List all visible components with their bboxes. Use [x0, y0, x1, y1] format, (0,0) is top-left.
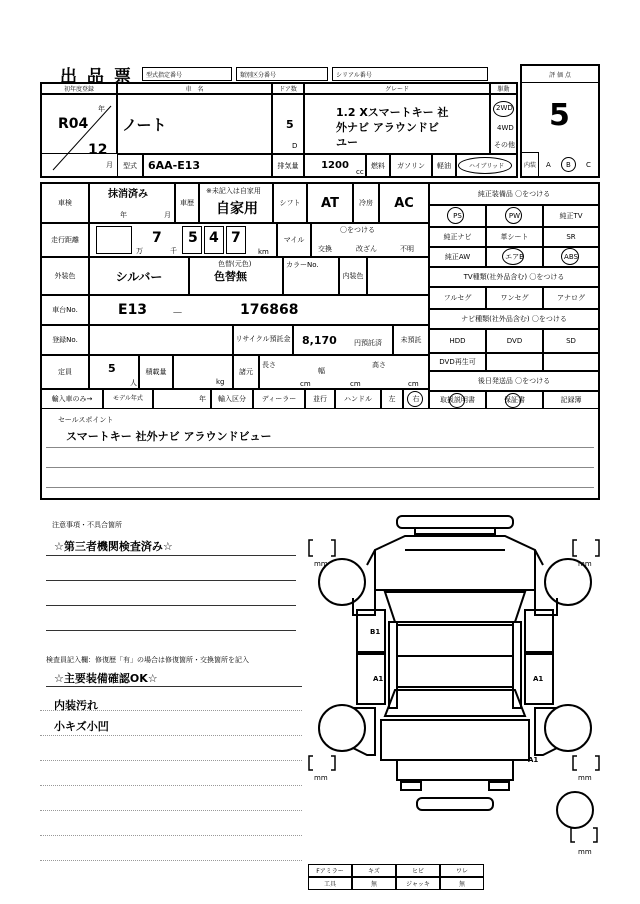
- displacement-value: 1200: [321, 160, 349, 171]
- inspector-line-0: ☆主要装備確認OK☆: [54, 672, 158, 685]
- load-label: 積載量: [145, 368, 167, 376]
- chassis-label-cell: [41, 295, 89, 325]
- inspection-month: 月: [164, 211, 171, 219]
- odometer-exchange: 交換: [318, 245, 332, 253]
- drive-2wd: 2WD: [496, 104, 513, 112]
- mile-label: マイル: [283, 236, 305, 244]
- chassis-dash: －: [172, 306, 183, 319]
- drive-label: 駆動: [490, 83, 517, 94]
- inspector-line-2: 小キズ小凹: [54, 720, 109, 733]
- recycle-value: 8,170: [302, 334, 337, 347]
- length-label: 長さ: [262, 361, 276, 369]
- dims-label-cell: [233, 355, 259, 389]
- reg-no-cell: [89, 325, 233, 355]
- caution-line-2: [46, 580, 296, 581]
- handle-left-cell: [381, 389, 403, 409]
- ac-label: 冷房: [359, 199, 373, 207]
- dims-cell: [259, 355, 429, 389]
- bt-r1c3: ヒビ: [396, 864, 440, 877]
- doors-value: 5: [286, 118, 294, 131]
- damage-mark-roof: B1: [370, 628, 381, 636]
- handle-label-cell: [335, 389, 381, 409]
- usage-label: 車歴: [180, 199, 194, 207]
- shift-label-cell: [273, 183, 307, 223]
- inspector-label: 検査員記入欄：修復歴「有」の場合は修復箇所・交換箇所を記入: [46, 656, 249, 664]
- load-unit: kg: [216, 378, 225, 386]
- reg-no-label-cell: [41, 325, 89, 355]
- mileage-digit-1: 5: [188, 230, 198, 246]
- parallel-option: 並行: [313, 395, 327, 403]
- inspector-rule-2: [40, 710, 302, 711]
- width-unit: cm: [350, 380, 361, 388]
- model-year-label-cell: [103, 389, 153, 409]
- dealer-option: ディーラー: [261, 395, 297, 403]
- inspection-label: 車検: [58, 199, 72, 207]
- caution-line-1: [46, 555, 296, 556]
- inspector-rule-8: [40, 860, 302, 861]
- mile-label-cell: [277, 223, 311, 257]
- sales-line-1: [46, 447, 594, 448]
- import-label: 輸入車のみ→: [51, 395, 93, 403]
- mileage-digit-2: 4: [209, 230, 219, 246]
- recycle-unpaid-cell: [393, 325, 429, 355]
- capacity-unit: 人: [130, 379, 137, 387]
- score-label: 評 価 点: [521, 65, 599, 83]
- category-code-label: 類別区分番号: [236, 67, 328, 81]
- navi-extra-blank-1: [486, 353, 543, 371]
- equip-pw: PW: [508, 212, 521, 220]
- inspection-year: 年: [120, 211, 127, 219]
- reg-no-label: 登録No.: [52, 336, 78, 344]
- color-label: 外装色: [54, 272, 76, 280]
- grade-line-1: 1.2 Xスマートキー 社: [336, 106, 449, 119]
- sales-line-3: [46, 487, 594, 488]
- mileage-digit-box-0: [96, 226, 132, 254]
- navi-dvd: DVD: [506, 337, 523, 345]
- sales-line-2: [46, 467, 594, 468]
- displacement-unit: cc: [356, 168, 364, 176]
- tv-oneseg: ワンセグ: [500, 294, 529, 302]
- mm-label-2: mm: [578, 560, 592, 568]
- shift-label: シフト: [279, 199, 301, 207]
- inspector-rule-4: [40, 760, 302, 761]
- type-label: 型式: [123, 161, 137, 170]
- equip-r1c3: [543, 205, 599, 227]
- interior-color-label: 内装色: [342, 272, 364, 280]
- later-title: 後日発送品 〇をつける: [429, 371, 599, 391]
- equip-leather: 革シート: [500, 233, 529, 241]
- bt-r2c3: ジャッキ: [396, 877, 440, 890]
- caution-line-3: [46, 605, 296, 606]
- type-value-cell: [143, 154, 272, 177]
- mm-label-4: mm: [578, 774, 592, 782]
- inspection-label-cell: [41, 183, 89, 223]
- navi-opt-3: [543, 329, 599, 353]
- odometer-circle-note: 〇をつける: [340, 226, 375, 234]
- equip-airbag: エアB: [505, 253, 524, 261]
- bt-r2c1: 工具: [308, 877, 352, 890]
- bt-r2c4: 無: [440, 877, 484, 890]
- recycle-label-cell: [233, 325, 293, 355]
- usage-label-cell: [175, 183, 199, 223]
- equip-r2c1: [429, 227, 486, 247]
- chassis-prefix: E13: [118, 302, 148, 318]
- model-year-cell: [153, 389, 211, 409]
- tv-opt-3: [543, 287, 599, 309]
- length-unit: cm: [300, 380, 311, 388]
- recycle-unit: 円預託済: [354, 339, 382, 347]
- dims-label: 諸元: [239, 368, 253, 376]
- handle-right-circle: [407, 391, 423, 407]
- later-opt-3: [543, 391, 599, 409]
- fuel-gasoline-cell: [390, 154, 432, 177]
- damage-mark-left: A1: [373, 675, 384, 683]
- import-label-cell: [41, 389, 103, 409]
- parallel-cell: [305, 389, 335, 409]
- bt-r1c2: キズ: [352, 864, 396, 877]
- ac-value: AC: [394, 195, 414, 211]
- capacity-label-cell: [41, 355, 89, 389]
- car-damage-diagram: [305, 510, 605, 865]
- navi-hdd: HDD: [449, 337, 466, 345]
- caution-line-4: [46, 630, 296, 631]
- odometer-unknown: 不明: [400, 245, 414, 253]
- mileage-unit: km: [258, 248, 269, 256]
- tv-title: TV種類(社外品含む) 〇をつける: [429, 267, 599, 287]
- inspector-rule-7: [40, 835, 302, 836]
- tv-fullseg: フルセグ: [443, 294, 472, 302]
- sales-text: スマートキー 社外ナビ アラウンドビュー: [66, 430, 272, 443]
- color-no-cell: [283, 257, 339, 295]
- ac-value-cell: [379, 183, 429, 223]
- equip-tv: 純正TV: [559, 212, 583, 220]
- inspection-value: 抹消済み: [108, 189, 148, 200]
- caution-label: 注意事項・不具合箇所: [52, 521, 122, 529]
- score-value: 5: [549, 98, 570, 133]
- drive-4wd: 4WD: [497, 124, 514, 132]
- bt-r1c4: ワレ: [440, 864, 484, 877]
- color-change-value: 色替無: [214, 270, 247, 283]
- handle-right: 右: [412, 395, 420, 403]
- type-value: 6AA-E13: [148, 159, 201, 172]
- odometer-tamper: 改ざん: [356, 245, 377, 253]
- navi-sd: SD: [566, 337, 576, 345]
- type-label-cell: [117, 154, 143, 177]
- damage-mark-rear-right: A1: [528, 756, 539, 764]
- handle-label: ハンドル: [344, 395, 372, 403]
- inspector-rule-1: [46, 686, 302, 687]
- equip-ps: PS: [453, 212, 462, 220]
- tv-opt-1: [429, 287, 486, 309]
- navi-opt-1: [429, 329, 486, 353]
- handle-left: 左: [388, 395, 396, 403]
- interior-color-cell: [367, 257, 429, 295]
- grade-line-3: ユー: [336, 136, 358, 149]
- usage-value: 自家用: [216, 201, 258, 217]
- drive-other: その他: [494, 141, 515, 149]
- interior-c: C: [586, 161, 591, 169]
- chassis-number: 176868: [240, 302, 299, 318]
- navi-dvd-playback: DVD再生可: [439, 358, 476, 366]
- navi-extra-blank-2: [543, 353, 599, 371]
- inspector-rule-5: [40, 785, 302, 786]
- inspector-rule-6: [40, 810, 302, 811]
- equip-abs: ABS: [564, 253, 578, 261]
- equip-pw-circle: [505, 207, 522, 224]
- navi-opt-2: [486, 329, 543, 353]
- grade-label: グレード: [304, 83, 490, 94]
- fuel-gasoline: ガソリン: [397, 161, 425, 170]
- ac-label-cell: [353, 183, 379, 223]
- import-type-label-cell: [211, 389, 253, 409]
- doors-label: ドア数: [272, 83, 304, 94]
- later-warranty-circle: [505, 393, 521, 408]
- interior-b: B: [566, 161, 571, 169]
- color-label-cell: [41, 257, 89, 295]
- mileage-digit-0: 7: [152, 230, 162, 246]
- capacity-value: 5: [108, 362, 116, 375]
- tv-opt-2: [486, 287, 543, 309]
- interior-a: A: [546, 161, 551, 169]
- equip-ps-circle: [447, 207, 464, 224]
- equip-airbag-circle: [502, 248, 524, 265]
- tv-analog: アナログ: [557, 294, 585, 302]
- height-unit: cm: [408, 380, 419, 388]
- sheet-title: 出 品 票: [60, 67, 133, 87]
- fuel-label-cell: [366, 154, 390, 177]
- chassis-label: 車台No.: [52, 306, 78, 314]
- displacement-label-cell: [272, 154, 304, 177]
- damage-mark-right: A1: [533, 675, 544, 683]
- recycle-label: リサイクル預託金: [235, 335, 291, 344]
- mileage-label-cell: [41, 223, 89, 257]
- color-value: シルバー: [115, 269, 163, 284]
- equip-sr: SR: [566, 233, 576, 241]
- mileage-label: 走行距離: [51, 236, 79, 244]
- capacity-label: 定員: [58, 368, 72, 376]
- dealer-cell: [253, 389, 305, 409]
- equip-r2c3: [543, 227, 599, 247]
- mm-label-1: mm: [314, 560, 328, 568]
- equip-r3c1: [429, 247, 486, 267]
- equip-aw: 純正AW: [444, 253, 471, 261]
- mileage-thousand-unit: 千: [170, 247, 177, 255]
- equip-r2c2: [486, 227, 543, 247]
- inspector-rule-3: [40, 735, 302, 736]
- mileage-man-unit: 万: [136, 247, 143, 255]
- car-name-label: 車 名: [117, 83, 272, 94]
- displacement-label: 排気量: [277, 161, 299, 170]
- model-code-label: 型式指定番号: [142, 67, 232, 81]
- shift-value: AT: [321, 195, 339, 211]
- fuel-hybrid: ハイブリッド: [468, 163, 505, 170]
- first-reg-year: R04: [58, 116, 89, 132]
- sales-label: セールスポイント: [58, 416, 114, 424]
- serial-label: シリアル番号: [332, 67, 488, 81]
- width-label: 幅: [318, 367, 325, 375]
- usage-note: ※未記入は自家用: [206, 187, 261, 195]
- interior-color-label-cell: [339, 257, 367, 295]
- first-reg-label: 初年度登録: [41, 83, 117, 94]
- equipment-title: 純正装備品 〇をつける: [429, 183, 599, 205]
- grade-line-2: 外ナビ アラウンドビ: [336, 121, 439, 134]
- car-name-value: ノート: [122, 116, 167, 134]
- recycle-unpaid: 未預託: [400, 336, 422, 344]
- later-record-book: 記録簿: [560, 396, 582, 404]
- mm-label-3: mm: [314, 774, 328, 782]
- navi-extra-cell: [429, 353, 486, 371]
- navi-title: ナビ種類(社外品含む) 〇をつける: [429, 309, 599, 329]
- first-reg-year-unit: 年: [98, 105, 105, 113]
- later-manual-circle: [449, 393, 465, 408]
- fuel-light-oil: 軽油: [437, 161, 451, 170]
- load-label-cell: [139, 355, 173, 389]
- shift-value-cell: [307, 183, 353, 223]
- doors-suffix: D: [292, 142, 298, 150]
- equip-navi: 純正ナビ: [443, 233, 472, 241]
- first-reg-month: 12: [88, 142, 108, 158]
- fuel-light-oil-cell: [432, 154, 456, 177]
- equip-abs-circle: [561, 248, 579, 265]
- bt-r2c2: 無: [352, 877, 396, 890]
- inspector-line-1: 内装汚れ: [54, 699, 98, 712]
- model-year-label: モデル年式: [113, 395, 143, 402]
- mileage-digit-3: 7: [231, 230, 241, 246]
- fuel-hybrid-circle: [458, 157, 512, 174]
- color-no-label: カラーNo.: [286, 261, 319, 269]
- model-year-unit: 年: [199, 395, 206, 403]
- later-manual: 取扱説明書: [440, 396, 475, 404]
- mm-label-5: mm: [578, 848, 592, 856]
- interior-label: 内装: [521, 152, 539, 177]
- bt-r1c1: Fアミラー: [308, 864, 352, 877]
- caution-text: ☆第三者機関検査済み☆: [54, 540, 173, 553]
- later-warranty: 保証書: [504, 396, 525, 404]
- color-change-label: 色替(元色): [218, 260, 252, 268]
- import-type-label: 輸入区分: [218, 395, 246, 403]
- color-value-cell: [89, 257, 189, 295]
- height-label: 高さ: [372, 361, 386, 369]
- fuel-label: 燃料: [371, 161, 385, 170]
- first-reg-month-unit: 月: [106, 161, 113, 169]
